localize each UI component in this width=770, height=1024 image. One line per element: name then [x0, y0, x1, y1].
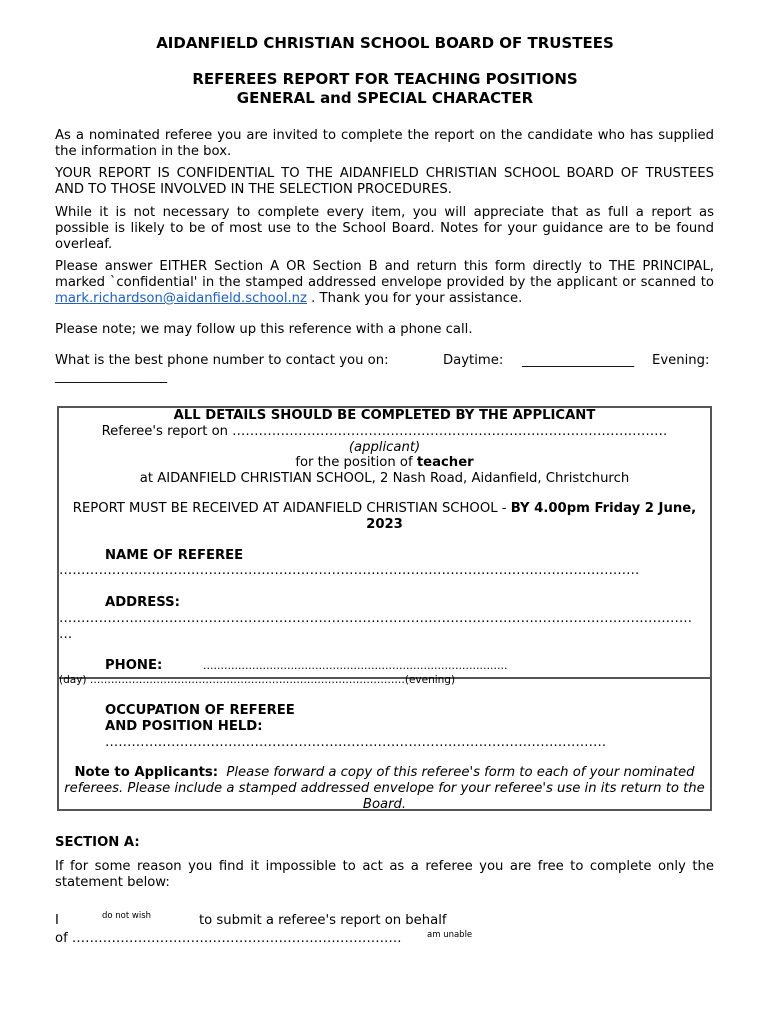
address-field-continued[interactable]: … — [59, 627, 73, 642]
note-to-applicants — [59, 765, 710, 813]
statement-i: I — [55, 913, 59, 928]
day-evening-phone-line[interactable]: (day) ………………………………………………………………………………(evening) — [59, 674, 456, 686]
intro-paragraph-2: YOUR REPORT IS CONFIDENTIAL TO THE AIDANFIELD CHRISTIAN SCHOOL BOARD OF TRUSTEES AND TO THOSE INVOLVED IN THE SELECTION PROCEDURES. — [55, 166, 714, 197]
position-line — [59, 455, 710, 471]
address-field[interactable]: ……………………………………………………………………………………………………………………………… — [59, 611, 692, 626]
statement-of-line[interactable]: of ………………………………………………………………… — [55, 931, 402, 946]
name-of-referee-label: NAME OF REFEREE — [105, 548, 244, 563]
option-do-not-wish[interactable]: do not wish — [102, 911, 152, 921]
section-a-heading: SECTION A: — [55, 835, 140, 850]
daytime-phone-field[interactable]: _________________ — [522, 353, 635, 368]
phone-field[interactable]: …………………………………………………………………………… — [203, 660, 508, 672]
name-of-referee-field[interactable]: …………………………………………………………………………………………………………………… — [59, 563, 640, 578]
referee-report-on-line[interactable]: Referee's report on ……………………………………………………………………………………… — [101, 424, 668, 439]
phone-label: PHONE: — [105, 658, 163, 673]
occupation-field[interactable]: …………………………………………………………………………………………………… — [105, 735, 607, 750]
intro-paragraph-1: As a nominated referee you are invited to complete the report on the candidate who has supplied the information in the box. — [55, 128, 714, 159]
daytime-label: Daytime: — [443, 353, 504, 368]
evening-phone-field[interactable]: _________________ — [55, 369, 168, 384]
section-a-instructions: If for some reason you find it impossible to act as a referee you are free to complete only the statement below: — [55, 859, 714, 890]
report-title-line2: GENERAL and SPECIAL CHARACTER — [236, 89, 534, 107]
intro-paragraph-3: While it is not necessary to complete every item, you will appreciate that as full a report as possible is likely to be of most use to the School Board. Notes for your guidance are to be found overleaf. — [55, 205, 714, 252]
occupation-label-line1: OCCUPATION OF REFEREE — [105, 703, 295, 718]
report-title-line1: REFEREES REPORT FOR TEACHING POSITIONS — [192, 70, 578, 88]
intro-p4-thanks: . Thank you for your assistance. — [306, 291, 523, 306]
deadline-prefix: REPORT MUST BE RECEIVED AT AIDANFIELD CHRISTIAN SCHOOL - — [72, 501, 507, 516]
principal-email-link[interactable]: mark.richardson@aidanfield.school.nz — [55, 291, 307, 306]
phone-question: What is the best phone number to contact you on: — [55, 353, 389, 368]
address-label: ADDRESS: — [105, 595, 180, 610]
applicant-box-heading: ALL DETAILS SHOULD BE COMPLETED BY THE APPLICANT — [173, 408, 596, 423]
intro-p4-text: Please answer EITHER Section A OR Section B and return this form directly to THE PRINCIPAL, marked `confidential' in the stamped addressed envelope provided by the applicant or scanned to — [55, 259, 714, 290]
option-am-unable[interactable]: am unable — [427, 930, 473, 940]
evening-label: Evening: — [652, 353, 710, 368]
school-location: at AIDANFIELD CHRISTIAN SCHOOL, 2 Nash Road, Aidanfield, Christchurch — [139, 471, 630, 486]
position-value: teacher — [416, 455, 474, 470]
note-label: Note to Applicants: — [74, 765, 219, 780]
note-text: Please forward a copy of this referee's form to each of your nominated referees. Please include a stamped addressed envelope for your referee's use in its return to the Board. — [64, 765, 705, 812]
deadline-date: BY 4.00pm Friday 2 June, 2023 — [366, 501, 697, 532]
applicant-caption: (applicant) — [348, 440, 421, 455]
deadline-notice — [72, 501, 697, 533]
intro-paragraph-5: Please note; we may follow up this reference with a phone call. — [55, 322, 473, 337]
occupation-label-line2: AND POSITION HELD: — [105, 719, 263, 734]
org-title: AIDANFIELD CHRISTIAN SCHOOL BOARD OF TRUSTEES — [156, 34, 614, 52]
intro-paragraph-4 — [55, 259, 714, 307]
statement-submit-text: to submit a referee's report on behalf — [199, 913, 447, 928]
position-prefix: for the position of — [295, 455, 413, 470]
